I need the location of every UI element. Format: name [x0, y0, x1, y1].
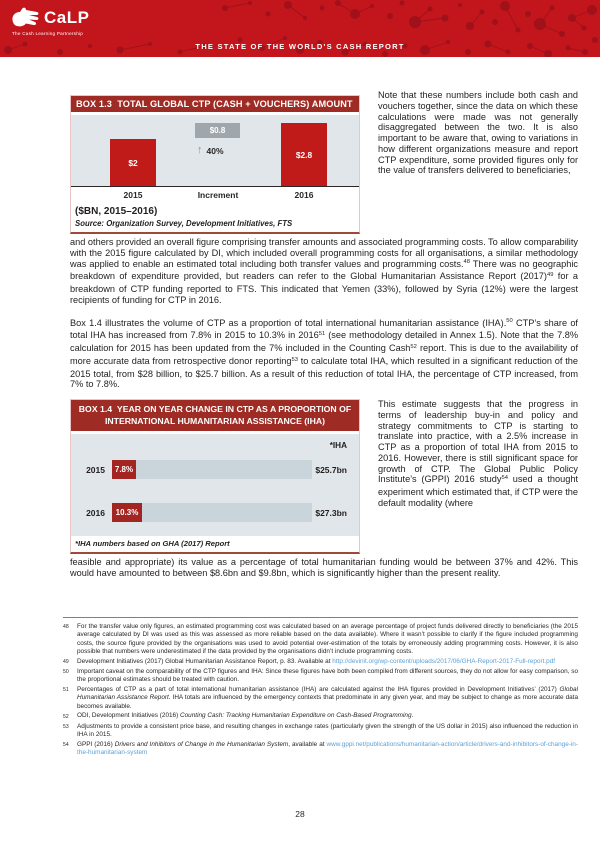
logo-tagline: The Cash Learning Partnership — [12, 31, 84, 36]
hbar-2016 — [112, 503, 312, 522]
logo-name: CaLP — [44, 8, 90, 27]
footnote-text: For the transfer value only figures, an estimated programming cost was calculated based on an average percentage of project funds delivered directly to beneficiaries (the 2015 average calculated by DI was used as this was assessed as more reliable based on the data available). Where it wasn’t possible to clarify if the figure included programming costs, the source figure provided by the organisations was used to avoid potential over-estimation of the totals by erroneously adding programming costs. However, it is also possible that numbers were underestimated if the data provided by the organisations didn’t include programming costs. — [77, 622, 578, 656]
increment-note — [197, 145, 224, 156]
hbar-2015-iha-segment — [136, 460, 312, 479]
hbar-row-2016 — [71, 503, 347, 522]
iha-footnote: *IHA numbers based on GHA (2017) Report — [75, 539, 230, 548]
hand-icon — [10, 6, 40, 30]
increment-value: $0.8 — [209, 126, 226, 135]
row-box14 — [70, 399, 578, 554]
footnote-number: 49 — [63, 659, 69, 666]
box-1-4-plot-area — [71, 434, 359, 536]
hbar-2016-pct: 10.3% — [115, 508, 139, 517]
footnote-number: 52 — [63, 713, 69, 720]
footnote-52 — [63, 712, 578, 721]
report-header — [0, 0, 600, 57]
paragraph-3-side: This estimate suggests that the progress in terms of leadership buy-in and policy and strategy commitments to CTP is starting to translate into practice, with a 2.5% increase in CTP as a proportion of total IHA from 2015 to 2016. However, there is still significant space for growth of CTP. The Global Public Policy Institute’s (GPPI) 2016 study$^{54}$ used a thought experiment which estimated that, if CTP were the default modality (where — [378, 399, 579, 508]
page-number: 28 — [295, 809, 305, 819]
paragraph-1-side: Note that these numbers include both cash and vouchers together, since the data on which these calculations were made was not generally disaggregated between the two. It is also important to be aware that, owing to variations in how different organizations measure and report CTP expenditure, some provided figures only for the value of transfers delivered to beneficiaries, — [378, 90, 578, 176]
year-label-2015: 2015 — [86, 464, 105, 475]
footnote-53 — [63, 723, 578, 740]
bar-2016 — [281, 123, 327, 186]
footnote-text: Percentages of CTP as a part of total international humanitarian assistance (IHA) are calculated against the IHA figures provided in Development Initiatives’ (2017) Global Humanitarian Assistance Report. IHA totals are influenced by the emergency contexts that predominate in any given year, and may be subject to change as more accurate data becomes available. — [77, 685, 579, 710]
box-1-4-title — [71, 400, 359, 431]
paragraph-2: Box 1.4 illustrates the volume of CTP as a proportion of total international humanitarian assistance (IHA).$^{50}$ CTP’s share of total IHA has increased from 7.8% in 2015 to 10.3% in 2016$^{51}$ (see methodology detailed in Annex 1.5). Note that the 7.8% calculation for 2015 has been updated from the 7% included in the Counting Cash$^{52}$ report. This is due to the availability of more accurate data from retrospective donor reporting$^{53}$ to calculate total IHA, which resulted in a significant reduction of the 2015 total, from $28 billion, to $25.7 billion. As a result of this reduction of total IHA, the percentage of CTP increased, from 7% to 7.8%. — [70, 317, 579, 390]
box-1-3-title: BOX 1.3 TOTAL GLOBAL CTP (CASH + VOUCHERS) AMOUNT — [71, 96, 359, 112]
footnote-text: Development Initiatives (2017) Global Humanitarian Assistance Report, p. 83. Available at http://devinit.org/wp-content/uploads/2017/06/GHA-Report-2017-Full-report.pdf — [77, 657, 556, 665]
increment-box — [195, 123, 240, 138]
box-1-3-chart — [70, 95, 360, 234]
footnote-50 — [63, 668, 578, 685]
footnote-text: GPPI (2016) Drivers and Inhibitors of Change in the Humanitarian System, available at www.gppi.net/publications/humanitarian-action/article/drivers-and-inhibitors-of-change-in-the-humanitarian-system — [77, 740, 578, 757]
increment-percent: 40% — [206, 145, 224, 156]
footnote-48 — [63, 623, 578, 657]
arrow-up-icon: ↑ — [197, 144, 203, 156]
footnote-number: 54 — [63, 742, 69, 749]
hbar-2015 — [112, 460, 312, 479]
year-label-2016: 2016 — [86, 507, 105, 518]
chart-units: ($BN, 2015–2016) — [75, 206, 158, 217]
hbar-2016-iha-segment — [142, 503, 312, 522]
hbar-row-2015 — [71, 460, 347, 479]
paragraph-3-continued: feasible and appropriate) its value as a percentage of total humanitarian funding would be between 37% and 42%. This would have amounted to between $8.6bn and $9.8bn, which is significantly higher than the present reality. — [70, 557, 578, 578]
page-content — [0, 57, 600, 758]
x-label-2015: 2015 — [123, 190, 143, 200]
box-1-4-title-line1: BOX 1.4 YEAR ON YEAR CHANGE IN CTP AS A PROPORTION OF — [78, 404, 352, 414]
footnote-54 — [63, 741, 578, 758]
x-label-increment: Increment — [197, 190, 239, 200]
footnote-separator — [63, 617, 578, 618]
footnote-51 — [63, 686, 578, 712]
chart-source: Source: Organization Survey, Development Initiatives, FTS — [75, 219, 293, 228]
row-box13 — [70, 90, 578, 234]
hbar-2016-ctp-segment — [112, 503, 142, 522]
footnote-text: Important caveat on the comparability of the CTP figures and IHA: Since these figures have both been compiled from different sources, they do not allow for easy comparison, so the proportional estimates should be treated with caution. — [77, 667, 578, 684]
box-1-4-chart — [70, 399, 360, 554]
footnote-text: ODI, Development Initiatives (2016) Counting Cash: Tracking Humanitarian Expenditure on Cash-Based Programming. — [77, 712, 414, 720]
footnote-link[interactable]: http://devinit.org/wp-content/uploads/2017/06/GHA-Report-2017-Full-report.pdf — [332, 657, 556, 665]
paragraph-1-continued: and others provided an overall figure comprising transfer amounts and associated programming costs. To allow comparability with the 2015 figure calculated by DI, which included overall programming costs for all organisations, a similar methodology was applied to enable an estimated total including both transfer values and programming costs.$^{48}$ There was no geographic breakdown of expenditure provided, but readers can refer to the Global Humanitarian Assistance Report $(2017)^{49}$ for a breakdown of CTP funding reported to FTS. This indicated that Yemen (33%), followed by Syria (12%) were the largest recipients of funding for CTP in 2016. — [70, 237, 579, 305]
iha-value-2016: $27.3bn — [315, 507, 347, 518]
report-title: THE STATE OF THE WORLD'S CASH REPORT — [195, 42, 405, 51]
footnote-number: 50 — [63, 669, 69, 676]
footnote-number: 51 — [63, 687, 69, 694]
iha-value-2015: $25.7bn — [315, 464, 347, 475]
x-label-2016: 2016 — [294, 190, 314, 200]
footnote-link[interactable]: www.gppi.net/publications/humanitarian-action/article/drivers-and-inhibitors-of-change-in-the-humanitarian-system — [77, 740, 578, 757]
bar-2015 — [110, 139, 156, 186]
calp-logo — [10, 6, 89, 36]
footnote-text: Adjustments to provide a consistent price base, and resulting changes in exchange rates (particularly given the strength of the US dollar in 2015) also influenced the reduction in IHA in 2015. — [77, 722, 578, 739]
footnotes-section — [63, 622, 579, 758]
footnote-number: 48 — [63, 624, 69, 630]
iha-column-header: *IHA — [329, 441, 347, 450]
x-axis-labels — [71, 189, 359, 202]
box-1-3-plot-area — [71, 115, 359, 187]
bar-2016-value: $2.8 — [295, 149, 313, 160]
bar-2015-value: $2 — [128, 157, 138, 168]
hbar-2015-pct: 7.8% — [114, 465, 134, 474]
footnote-49 — [63, 658, 578, 667]
footnote-number: 53 — [63, 724, 69, 731]
hbar-2015-ctp-segment — [112, 460, 136, 479]
box-1-4-title-line2: INTERNATIONAL HUMANITARIAN ASSISTANCE (IHA) — [104, 415, 326, 426]
